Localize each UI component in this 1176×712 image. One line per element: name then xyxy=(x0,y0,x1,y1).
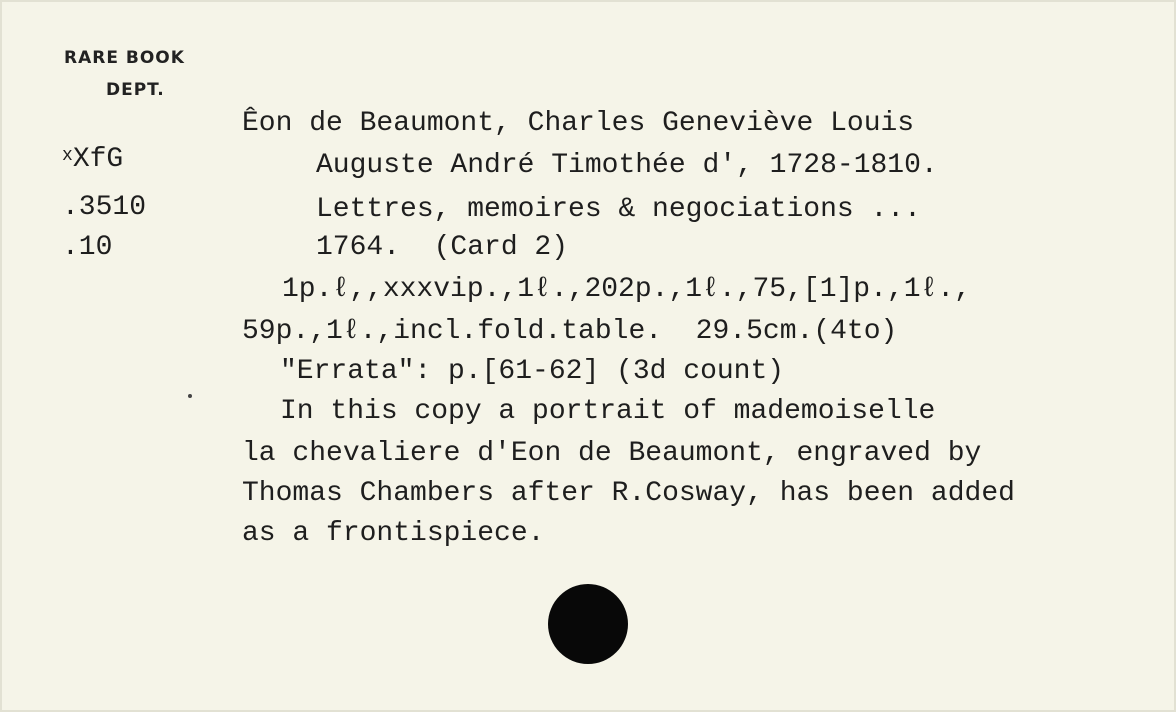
rare-book-stamp-line2: DEPT. xyxy=(106,80,165,100)
heading-line2: Auguste André Timothée d', 1728-1810. xyxy=(316,150,938,181)
portrait-note-line4: as a frontispiece. xyxy=(242,518,545,549)
rare-book-stamp-line1: RARE BOOK xyxy=(64,48,185,68)
title-line1: Lettres, memoires & negociations ... xyxy=(316,194,921,225)
portrait-note-line2: la chevaliere d'Eon de Beaumont, engraved by xyxy=(242,438,982,469)
call-number-line1 xyxy=(62,140,123,180)
heading-line1: Êon de Beaumont, Charles Geneviève Louis xyxy=(242,108,915,139)
portrait-note-line1: In this copy a portrait of mademoiselle xyxy=(280,396,936,427)
card-punch-hole xyxy=(548,584,628,664)
call-number-line2: .3510 xyxy=(62,192,147,223)
collation-line1: 1p.ℓ,,xxxvip.,1ℓ.,202p.,1ℓ.,75,[1]p.,1ℓ., xyxy=(282,274,971,305)
errata-note: "Errata": p.[61-62] (3d count) xyxy=(280,356,785,387)
collation-line2: 59p.,1ℓ.,incl.fold.table. 29.5cm.(4to) xyxy=(242,316,898,347)
call-number-class: XfG xyxy=(72,144,124,175)
call-number-line3: .10 xyxy=(62,232,113,263)
portrait-note-line3: Thomas Chambers after R.Cosway, has been added xyxy=(242,478,1015,509)
paper-speck xyxy=(188,394,192,398)
call-number-mark: x xyxy=(62,146,73,166)
title-line2: 1764. (Card 2) xyxy=(316,232,569,263)
